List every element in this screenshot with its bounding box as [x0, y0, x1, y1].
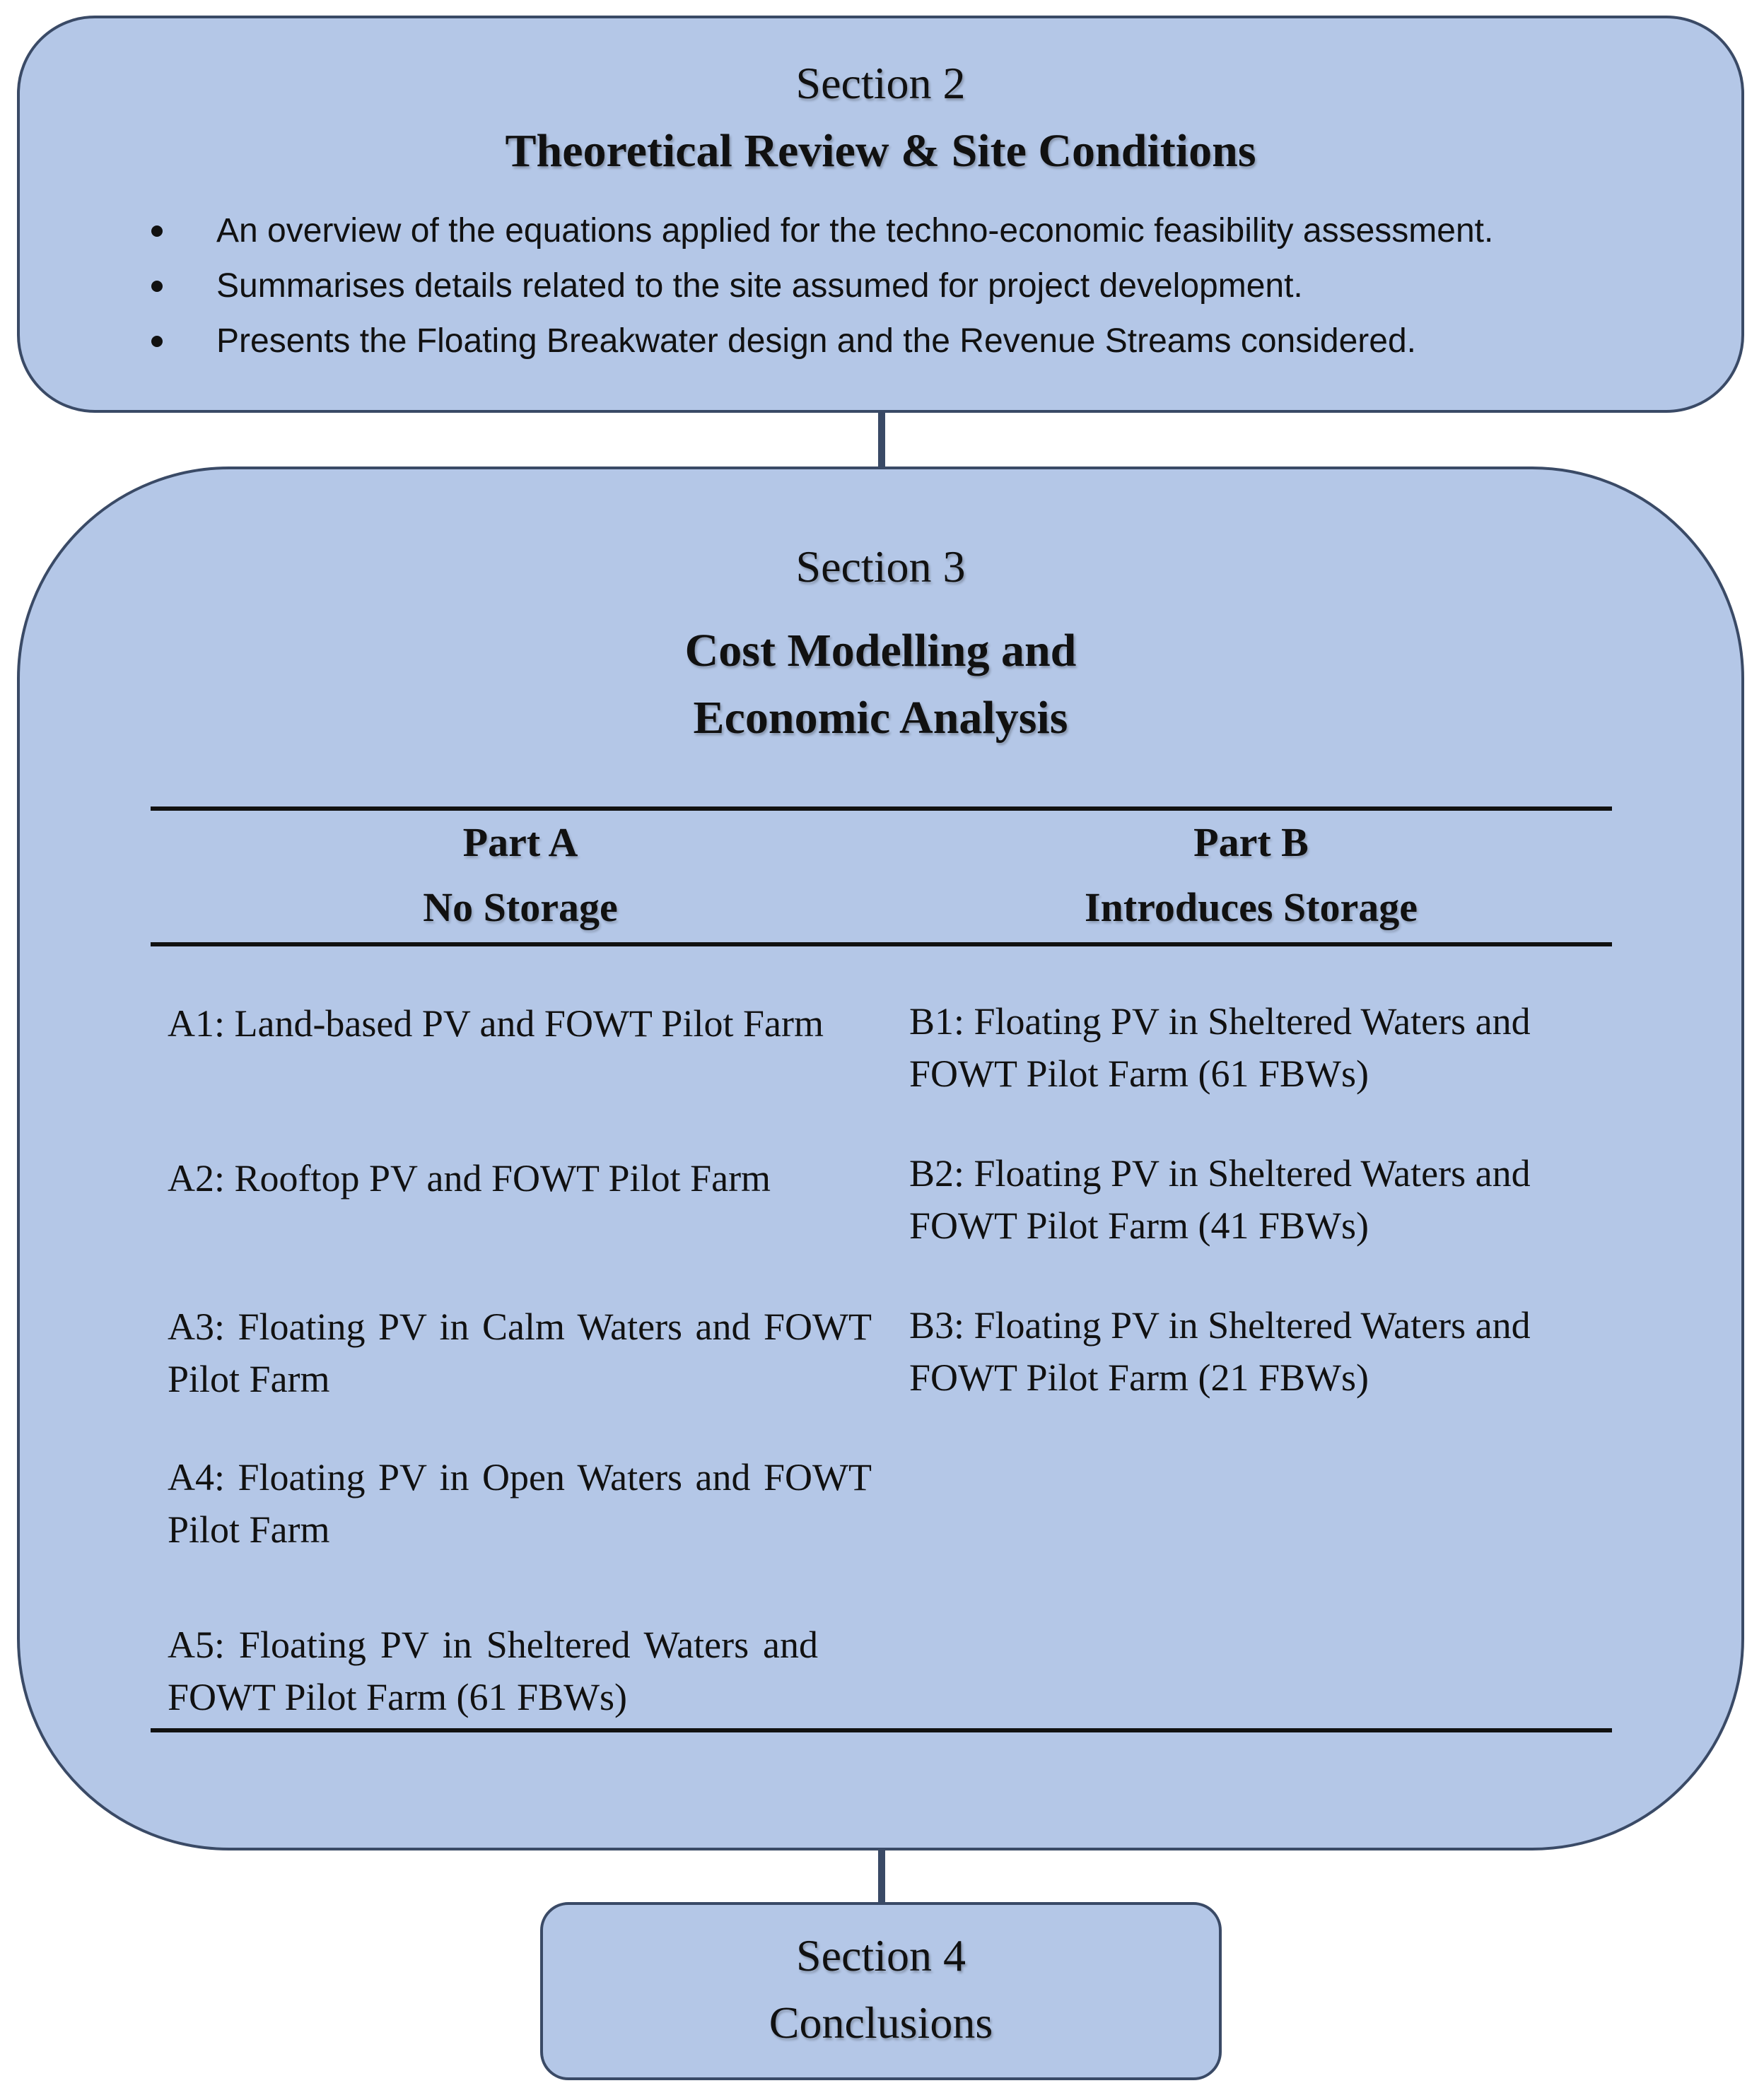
section-2-title: Theoretical Review & Site Conditions	[505, 125, 1256, 177]
part-a-header	[151, 810, 890, 940]
bullet-item: Presents the Floating Breakwater design and the Revenue Streams considered.	[133, 314, 1493, 369]
section-3-title-line-1: Cost Modelling and	[684, 625, 1077, 676]
connector-line-3-4	[878, 1850, 885, 1902]
section-4-title: Conclusions	[769, 1998, 993, 2048]
part-b-header	[890, 810, 1612, 940]
part-a-subheading: No Storage	[423, 884, 618, 930]
section-4-number: Section 4	[796, 1930, 966, 1981]
scenario-a1: A1: Land-based PV and FOWT Pilot Farm	[168, 1002, 824, 1045]
scenario-a3: A3: Floating PV in Calm Waters and FOWT Pilot Farm	[168, 1306, 872, 1400]
bullet-item: An overview of the equations applied for the techno-economic feasibility assessment.	[133, 204, 1493, 259]
section-3-number: Section 3	[795, 541, 966, 592]
part-b-heading: Part B	[1193, 819, 1309, 865]
scenario-b1: B1: Floating PV in Sheltered Waters and FOWT Pilot Farm (61 FBWs)	[909, 1000, 1531, 1095]
scenario-a4: A4: Floating PV in Open Waters and FOWT Pilot Farm	[168, 1456, 872, 1551]
scenario-a5: A5: Floating PV in Sheltered Waters and FOWT Pilot Farm (61 FBWs)	[168, 1624, 818, 1718]
connector-line-2-3	[878, 413, 885, 467]
scenario-b2: B2: Floating PV in Sheltered Waters and FOWT Pilot Farm (41 FBWs)	[909, 1152, 1531, 1247]
bullet-item: Summarises details related to the site assumed for project development.	[133, 259, 1493, 314]
part-b-subheading: Introduces Storage	[1085, 884, 1418, 930]
section-4-box	[540, 1902, 1222, 2080]
part-a-heading: Part A	[462, 819, 578, 865]
section-3-title-line-2: Economic Analysis	[693, 692, 1068, 744]
table-bottom-rule	[151, 1728, 1612, 1732]
scenario-b3: B3: Floating PV in Sheltered Waters and FOWT Pilot Farm (21 FBWs)	[909, 1304, 1531, 1399]
table-header-rule	[151, 942, 1612, 946]
scenario-a2: A2: Rooftop PV and FOWT Pilot Farm	[168, 1157, 771, 1199]
section-2-box	[17, 16, 1744, 413]
section-2-number: Section 2	[795, 58, 966, 108]
section-2-bullet-list	[133, 204, 1493, 369]
